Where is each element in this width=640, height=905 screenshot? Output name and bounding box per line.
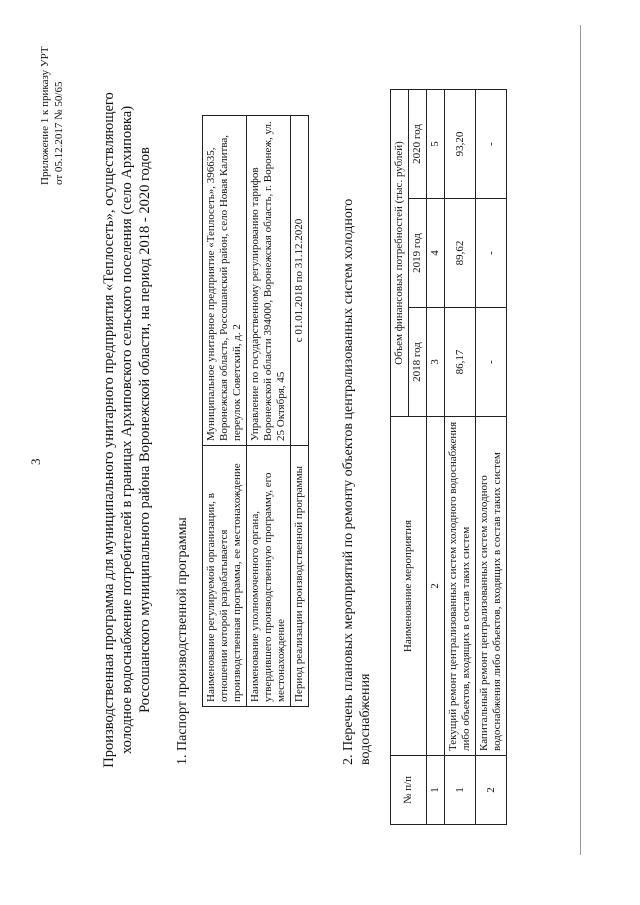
row-num: 2 xyxy=(476,756,507,825)
table-row xyxy=(445,90,476,825)
table-index-row xyxy=(427,90,445,825)
col-header-year: 2020 год xyxy=(409,90,427,199)
appendix-line-2: от 05.12.2017 № 50/65 xyxy=(53,81,65,185)
row-value: 93,20 xyxy=(445,90,476,199)
col-index: 1 xyxy=(427,756,445,825)
passport-value: с 01.01.2018 по 31.12.2020 xyxy=(291,116,309,446)
row-value: - xyxy=(476,199,507,308)
col-index: 5 xyxy=(427,90,445,199)
row-name: Текущий ремонт централизованных систем холодного водоснабжения либо объектов, входящих в состав таких систем xyxy=(445,417,476,756)
col-index: 3 xyxy=(427,308,445,417)
row-value: - xyxy=(476,308,507,417)
section-2-heading: 2. Перечень плановых мероприятий по ремонту объектов централизованных систем холодного водоснабжения xyxy=(341,198,373,765)
passport-value: Управление по государственному регулированию тарифов Воронежской области 394000, Воронежская область, г. Воронеж, ул. 25 Октября, 45 xyxy=(247,116,291,446)
passport-key: Период реализации производственной программы xyxy=(291,446,309,707)
col-header-num: № п/п xyxy=(391,756,427,825)
col-header-volume: Объем финансовых потребностей (тыс. рублей) xyxy=(391,90,409,417)
row-value: - xyxy=(476,90,507,199)
passport-table xyxy=(202,115,309,707)
table-row xyxy=(291,116,309,707)
page-bottom-rule xyxy=(580,25,581,855)
row-value: 86,17 xyxy=(445,308,476,417)
col-header-year: 2019 год xyxy=(409,199,427,308)
appendix-note xyxy=(38,10,66,185)
col-index: 4 xyxy=(427,199,445,308)
title-line-2: холодное водоснабжение потребителей в границах Архиповского сельского поселения (село Архиповка) xyxy=(119,105,135,755)
passport-key: Наименование регулируемой организации, в отношении которой разрабатывается производственная программа, ее местонахождение xyxy=(203,446,247,707)
col-index: 2 xyxy=(427,417,445,756)
table-row xyxy=(476,90,507,825)
row-name: Капитальный ремонт централизованных систем холодного водоснабжения либо объектов, входящих в состав таких систем xyxy=(476,417,507,756)
col-header-name: Наименование мероприятия xyxy=(391,417,427,756)
passport-value: Муниципальное унитарное предприятие «Теплосеть», 396635, Воронежская область, Россошанский район, село Новая Калитва, переулок Советский, д. 2 xyxy=(203,116,247,446)
page-number: 3 xyxy=(28,458,43,465)
document-title xyxy=(100,45,154,815)
appendix-line-1: Приложение 1 к приказу УРТ xyxy=(39,46,51,185)
title-line-3: Россошанского муниципального района Воронежской области, на период 2018 - 2020 годов xyxy=(137,147,153,713)
row-num: 1 xyxy=(445,756,476,825)
title-line-1: Производственная программа для муниципального унитарного предприятия «Теплосеть», осуществляющего xyxy=(101,92,117,768)
table-header-row xyxy=(391,90,409,825)
table-row xyxy=(203,116,247,707)
row-value: 89,62 xyxy=(445,199,476,308)
col-header-year: 2018 год xyxy=(409,308,427,417)
works-table xyxy=(390,89,507,825)
section-1-heading: 1. Паспорт производственной программы xyxy=(175,517,190,765)
table-row xyxy=(247,116,291,707)
passport-key: Наименование уполномоченного органа, утвердившего производственную программу, его местонахождение xyxy=(247,446,291,707)
